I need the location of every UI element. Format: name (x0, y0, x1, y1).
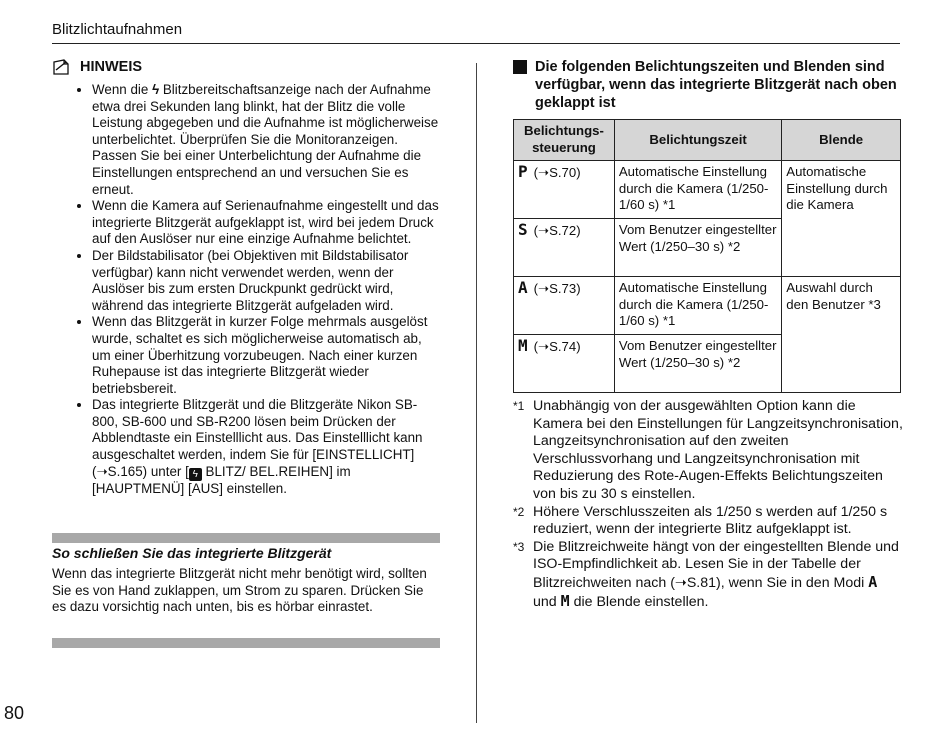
closing-section-body: Wenn das integrierte Blitzgerät nicht mehr benötigt wird, sollten Sie es von Hand zuklappen, um Strom zu sparen. Drücken Sie es dazu vorsichtig nach unten, bis es hörbar einrastet. (52, 566, 427, 615)
footnote-mark: *3 (513, 539, 525, 554)
hinweis-heading (52, 58, 440, 76)
footnote (513, 539, 903, 611)
list-item: • Wenn das Blitzgerät in kurzer Folge mehrmals ausgelöst wurde, schaltet es sich möglicherweise automatisch ab, um einer Überhitzung vorzubeugen. Nach einer kurzen Ruhepause ist das integrierte Blitzgerät wieder betriebsbereit. (92, 314, 440, 397)
section-gray-bar-top (52, 533, 440, 543)
footnotes (513, 398, 903, 611)
section-gray-bar-bottom (52, 638, 440, 648)
right-section-title: Die folgenden Belichtungszeiten und Blenden sind verfügbar, wenn das integrierte Blitzgerät nach oben geklappt ist (535, 59, 897, 111)
mode-cell: P (➝S.70) (514, 161, 615, 219)
mode-p-icon: P (518, 162, 528, 181)
closing-section-title: So schließen Sie das integrierte Blitzgerät (52, 545, 332, 561)
list-item: • Das integrierte Blitzgerät und die Blitzgeräte Nikon SB-800, SB-600 und SB-R200 lösen beim Drücken der Abblendtaste ein Einstelllicht aus. Das Einstelllicht kann ausgeschaltet werden, indem Sie für [EINSTELLICHT] (➝S.165) unter [ ϟ BLITZ/ BEL.REIHEN] im [HAUPTMENÜ] [AUS] einstellen. (92, 397, 440, 497)
header-control: Belichtungs-steuerung (514, 120, 615, 161)
footnote-mark: *2 (513, 504, 525, 519)
mode-a-icon: A (518, 278, 528, 297)
footnote-text: Höhere Verschlusszeiten als 1/250 s werden auf 1/250 s reduziert, wenn der integrierte Blitz aufgeklappt ist. (533, 503, 888, 538)
hinweis-list (52, 82, 440, 497)
table-header-row (514, 120, 901, 161)
column-divider (476, 63, 477, 723)
time-cell: Vom Benutzer eingestellter Wert (1/250–30 s) *2 (614, 335, 781, 393)
footnote-mark: *1 (513, 399, 525, 413)
flash-menu-icon: ϟ (189, 468, 202, 481)
right-section (513, 58, 903, 112)
exposure-table (513, 119, 901, 393)
hinweis-section (52, 58, 440, 497)
square-bullet-icon (513, 60, 527, 74)
footnote (513, 504, 903, 539)
mode-cell: S (➝S.72) (514, 219, 615, 277)
list-item: • Der Bildstabilisator (bei Objektiven mit Bildstabilisator verfügbar) kann nicht verwendet werden, wenn der Auslöser bis zum ersten Druckpunkt gedrückt wird, während das integrierte Blitzgerät aufgeladen wird. (92, 248, 440, 314)
header-rule (52, 43, 900, 44)
aperture-cell: Auswahl durch den Benutzer *3 (782, 277, 901, 393)
footnote (513, 398, 903, 504)
header-time: Belichtungszeit (614, 120, 781, 161)
aperture-cell: Automatische Einstellung durch die Kamera (782, 161, 901, 277)
header-aperture: Blende (782, 120, 901, 161)
mode-m-icon: M (560, 591, 570, 610)
time-cell: Automatische Einstellung durch die Kamera (1/250-1/60 s) *1 (614, 277, 781, 335)
hinweis-title: HINWEIS (80, 59, 143, 75)
mode-s-icon: S (518, 220, 528, 239)
page-number: 80 (4, 703, 25, 723)
flash-ready-icon: ϟ (152, 82, 160, 97)
time-cell: Automatische Einstellung durch die Kamera (1/250-1/60 s) *1 (614, 161, 781, 219)
list-item: • Wenn die ϟ Blitzbereitschaftsanzeige nach der Aufnahme etwa drei Sekunden lang blinkt, hat der Blitz die volle Leistung abgegeben und die Aufnahme ist möglicherweise unterbelichtet. Überprüfen Sie die Monitoranzeigen. Passen Sie bei einer Unterbelichtung der Aufnahme die Einstellungen entsprechend an und versuchen Sie es erneut. (92, 82, 440, 198)
table-row (514, 161, 901, 219)
right-section-heading (513, 58, 903, 112)
note-icon (52, 58, 72, 76)
page-header-title: Blitzlichtaufnahmen (52, 21, 183, 38)
list-item: • Wenn die Kamera auf Serienaufnahme eingestellt und das integrierte Blitzgerät aufgeklappt ist, wird bei jedem Druck auf den Auslöser nur eine einzige Aufnahme belichtet. (92, 198, 440, 248)
footnote-text: Die Blitzreichweite hängt von der eingestellten Blende und ISO-Empfindlichkeit ab. Lesen Sie in der Tabelle der Blitzreichweiten nach (➝S.81), wenn Sie in den Modi A und M die Blende einstellen. (533, 538, 899, 610)
time-cell: Vom Benutzer eingestellter Wert (1/250–30 s) *2 (614, 219, 781, 277)
table-row (514, 277, 901, 335)
mode-cell: A (➝S.73) (514, 277, 615, 335)
footnote-text: Unabhängig von der ausgewählten Option kann die Kamera bei den Einstellungen für Langzeitsynchronisation, Langzeitsynchronisation auf den zweiten Verschlussvorhang und Langzeitsynchronisation mit Reduzierung des Rote-Augen-Effekts Belichtungszeiten von bis zu 30 s einstellen. (533, 398, 903, 502)
mode-m-icon: M (518, 336, 528, 355)
mode-cell: M (➝S.74) (514, 335, 615, 393)
mode-a-icon: A (868, 572, 878, 591)
